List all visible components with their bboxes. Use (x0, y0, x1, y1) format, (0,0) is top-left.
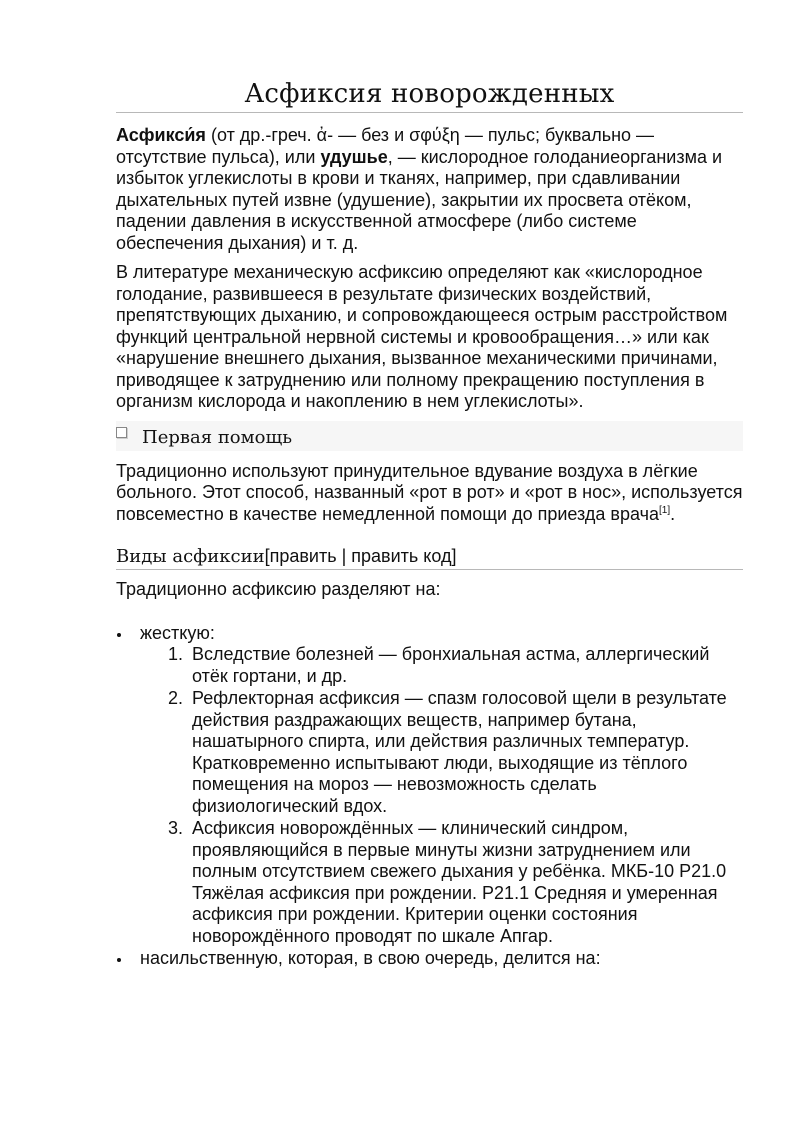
numbered-item (168, 818, 743, 947)
paragraph-definition: В литературе механическую асфиксию определяют как «кислородное голодание, развившееся в результате физических воздействий, препятствующих дыханию, и сопровождающееся острым расстройством функций центральной нервной системы и кровообращения…» или как «нарушение внешнего дыхания, вызванное механическими причинами, приводящее к затруднению или полному прекращению поступления в организм кислорода и накоплению в нем углекислоты». (116, 262, 728, 411)
item-text: Асфиксия новорождённых — клинический синдром, проявляющийся в первые минуты жизни затруднением или полным отсутствием свежего дыхания у ребёнка. МКБ-10 P21.0 Тяжёлая асфиксия при рождении. P21.1 Средняя и умеренная асфиксия при рождении. Критерии оценки состояния новорождённого проводят по шкале Апгар. (192, 818, 727, 946)
term-bold: Асфикси́я (116, 125, 206, 145)
item-number: 1. (168, 644, 184, 664)
list-item (116, 623, 743, 948)
first-aid-end: . (670, 503, 676, 524)
first-aid-text: Традиционно используют принудительное вдувание воздуха в лёгкие больного. Этот способ, названный «рот в рот» и «рот в нос», используется повсеместно в качестве немедленной помощи до приезда врача (116, 460, 743, 524)
first-aid-heading: Первая помощь (142, 426, 293, 448)
item-text: Рефлекторная асфиксия — спазм голосовой щели в результате действия раздражающих веществ, например бутана, нашатырного спирта, или действия различных температур. Кратковременно испытывают люди, выходящие из тёплого помещения на мороз — невозможность сделать физиологический вдох. (192, 688, 727, 816)
intro-text-2: , — кислородное голоданиеорганизма и избыток углекислоты в крови и тканях, например, при сдавливании дыхательных путей извне (удушение), закрытии их просвета отёком, падении давления в искусственной атмосфере (либо системе обеспечения дыхания) и т. д. (116, 146, 723, 253)
reference-link[interactable]: [1] (658, 504, 671, 516)
bullet-text: жесткую: (140, 622, 215, 643)
bullet-icon (117, 958, 121, 962)
synonym-bold: удушье (320, 146, 388, 167)
intro-text-1: (от др.-греч. ἀ- — без и σφύξη — пульс; буквально — отсутствие пульса), или (116, 125, 655, 167)
numbered-list (140, 644, 743, 947)
intro-paragraph (116, 125, 743, 254)
bullet-icon (117, 633, 121, 637)
types-list (116, 623, 743, 970)
types-section-heading (116, 545, 743, 570)
item-number: 3. (168, 818, 184, 838)
types-heading-title: Виды асфиксии (116, 546, 265, 567)
bullet-text: насильственную, которая, в свою очередь, делится на: (140, 948, 601, 968)
item-text: Вследствие болезней — бронхиальная астма, аллергический отёк гортани, и др. (192, 644, 710, 686)
edit-section-link[interactable]: [править | править код] (264, 546, 457, 566)
numbered-item (168, 644, 743, 687)
first-aid-paragraph (116, 461, 743, 526)
numbered-item (168, 688, 743, 817)
list-item (116, 948, 743, 970)
first-aid-section-header[interactable] (116, 421, 743, 451)
types-intro: Традиционно асфиксию разделяют на: (116, 579, 441, 599)
item-number: 2. (168, 688, 184, 708)
collapse-checkbox-icon[interactable] (116, 427, 127, 438)
page-title: Асфиксия новорожденных (116, 0, 743, 113)
